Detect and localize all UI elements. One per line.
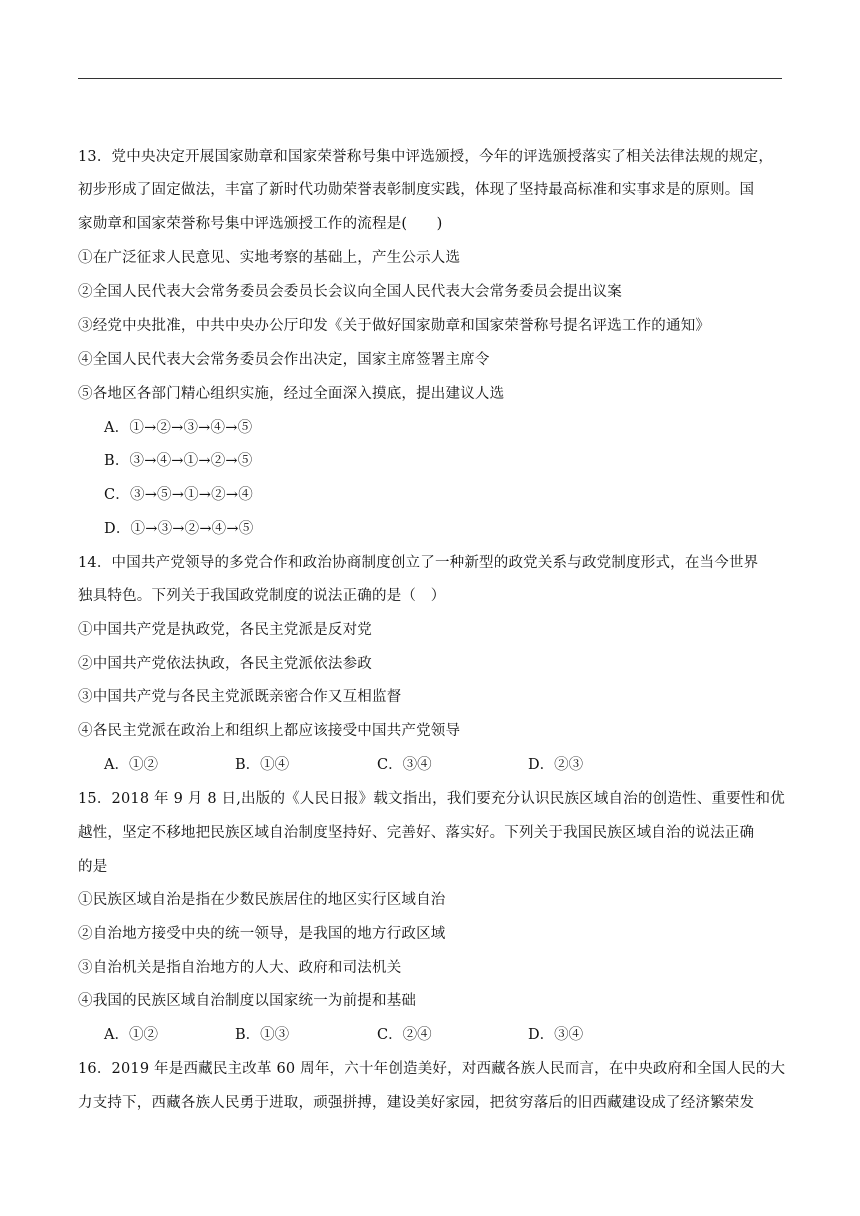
q13-stem-line-2: 初步形成了固定做法，丰富了新时代功勋荣誉表彰制度实践，体现了坚持最高标准和实事求是的原则。国	[78, 182, 755, 198]
q13-stem-line-1: 13．党中央决定开展国家勋章和国家荣誉称号集中评选颁授，今年的评选颁授落实了相关法律法规的规定，	[78, 149, 774, 165]
q13-item-5: ⑤各地区各部门精心组织实施，经过全面深入摸底，提出建议人选	[78, 386, 505, 402]
q15-item-2: ②自治地方接受中央的统一领导，是我国的地方行政区域	[78, 926, 446, 942]
q13-option-b: B．③→④→①→②→⑤	[104, 453, 253, 469]
q15-option-d: D．③④	[528, 1027, 584, 1043]
q14-option-c: C．③④	[377, 757, 432, 773]
q13-item-2: ②全国人民代表大会常务委员会委员长会议向全国人民代表大会常务委员会提出议案	[78, 284, 622, 300]
q14-item-4: ④各民主党派在政治上和组织上都应该接受中国共产党领导	[78, 723, 461, 739]
q15-option-b: B．①③	[235, 1027, 290, 1043]
q14-item-1: ①中国共产党是执政党，各民主党派是反对党	[78, 622, 372, 638]
q15-stem-line-3: 的是	[78, 859, 108, 875]
q16-stem-line-1: 16．2019 年是西藏民主改革 60 周年，六十年创造美好，对西藏各族人民而言，在中央政府和全国人民的大	[78, 1061, 786, 1077]
q13-option-c: C．③→⑤→①→②→④	[104, 487, 253, 503]
q14-option-b: B．①④	[235, 757, 290, 773]
q15-item-3: ③自治机关是指自治地方的人大、政府和司法机关	[78, 960, 402, 976]
q14-item-2: ②中国共产党依法执政，各民主党派依法参政	[78, 656, 372, 672]
q14-stem-line-2: 独具特色。下列关于我国政党制度的说法正确的是（ ）	[78, 588, 446, 604]
q14-option-a: A．①②	[104, 757, 158, 773]
q14-stem-line-1: 14．中国共产党领导的多党合作和政治协商制度创立了一种新型的政党关系与政党制度形式，在当今世界	[78, 555, 759, 571]
header-rule	[78, 78, 782, 79]
q13-item-3: ③经党中央批准，中共中央办公厅印发《关于做好国家勋章和国家荣誉称号提名评选工作的通知》	[78, 318, 711, 334]
q13-option-a: A．①→②→③→④→⑤	[104, 420, 253, 436]
q15-option-a: A．①②	[104, 1027, 158, 1043]
q16-stem-line-2: 力支持下，西藏各族人民勇于进取，顽强拼搏，建设美好家园，把贫穷落后的旧西藏建设成了经济繁荣发	[78, 1095, 755, 1111]
q14-option-d: D．②③	[528, 757, 584, 773]
q14-item-3: ③中国共产党与各民主党派既亲密合作又互相监督	[78, 689, 402, 705]
q15-item-4: ④我国的民族区域自治制度以国家统一为前提和基础	[78, 993, 417, 1009]
q13-item-4: ④全国人民代表大会常务委员会作出决定，国家主席签署主席令	[78, 352, 490, 368]
q15-item-1: ①民族区域自治是指在少数民族居住的地区实行区域自治	[78, 892, 446, 908]
q15-option-c: C．②④	[377, 1027, 432, 1043]
q13-item-1: ①在广泛征求人民意见、实地考察的基础上，产生公示人选	[78, 250, 461, 266]
q15-stem-line-1: 15．2018 年 9 月 8 日,出版的《人民日报》载文指出，我们要充分认识民族区域自治的创造性、重要性和优	[78, 791, 785, 807]
q13-option-d: D．①→③→②→④→⑤	[104, 521, 254, 537]
q15-stem-line-2: 越性，坚定不移地把民族区域自治制度坚持好、完善好、落实好。下列关于我国民族区域自治的说法正确	[78, 825, 755, 841]
q13-stem-line-3: 家勋章和国家荣誉称号集中评选颁授工作的流程是( )	[78, 216, 443, 232]
